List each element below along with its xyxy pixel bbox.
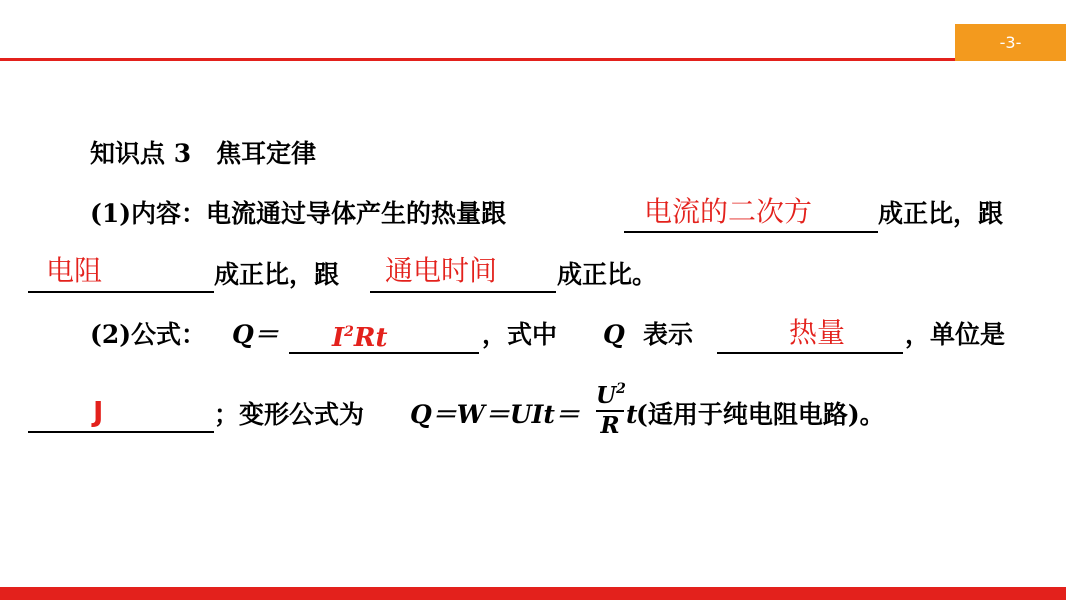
page-number-badge: -3-: [955, 24, 1066, 61]
paragraph-1-mid2: 成正比，跟: [214, 260, 340, 289]
answer-1: 电流的二次方: [644, 195, 813, 228]
formula-chain: Q＝W＝UIt＝: [410, 400, 580, 429]
blank-1: [624, 231, 878, 233]
paragraph-1-prefix: (1)内容：电流通过导体产生的热量跟: [90, 199, 507, 228]
paragraph-2-prefix: (2)公式：: [90, 320, 207, 349]
blank-3: [370, 291, 556, 293]
blank-6: [28, 431, 214, 433]
header-rule: [0, 58, 955, 61]
q-symbol: Q: [603, 320, 625, 349]
paragraph-1-suffix: 成正比。: [557, 260, 658, 289]
blank-5: [717, 352, 903, 354]
answer-unit: J: [93, 395, 104, 428]
answer-2: 电阻: [46, 254, 103, 287]
paragraph-2-suffix: ，单位是: [905, 320, 1006, 349]
paragraph-3-suffix: (适用于纯电阻电路)。: [636, 400, 885, 429]
formula-t: t: [626, 400, 638, 429]
paragraph-2-mid1: ，式中: [482, 320, 558, 349]
footer-rule: [0, 587, 1066, 600]
paragraph-3-text-before: ；变形公式为: [214, 400, 365, 429]
paragraph-2-mid2: 表示: [643, 320, 694, 349]
blank-2: [28, 291, 214, 293]
fraction-u2-over-r: $U^2$ R: [596, 381, 626, 439]
answer-3: 通电时间: [385, 254, 498, 287]
answer-formula: $I^2Rt$: [332, 323, 388, 353]
section-heading: 知识点 3 焦耳定律: [90, 139, 317, 168]
answer-quantity: 热量: [789, 316, 846, 349]
paragraph-1-mid1: 成正比，跟: [878, 199, 1004, 228]
formula-q-equals: Q＝: [232, 320, 279, 349]
